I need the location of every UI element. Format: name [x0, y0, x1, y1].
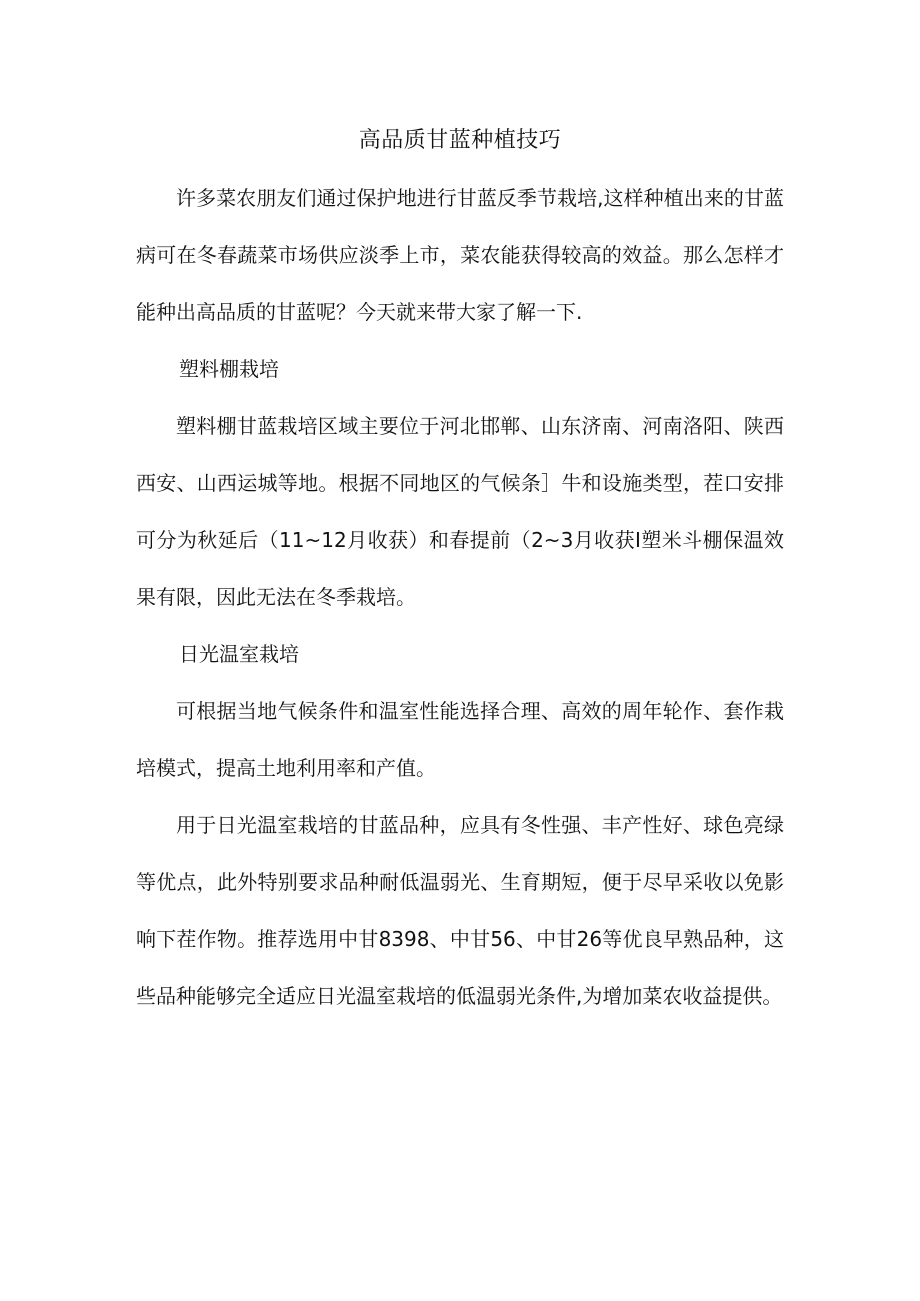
section-heading-plastic-shed: 塑料棚栽培 [179, 357, 279, 381]
plastic-shed-paragraph: 塑料棚甘蓝栽培区域主要位于河北邯郸、山东济南、河南洛阳、陕西西安、山西运城等地。根据不同地区的气候条］牛和设施类型，茬口安排可分为秋延后（11~12月收获）和春提前（2~3月收获I塑米斗棚保温效果有限，因此无法在冬季栽培。 [136, 414, 784, 609]
document-title: 高品质甘蓝种植技巧 [358, 128, 562, 153]
greenhouse-paragraph-2: 用于日光温室栽培的甘蓝品种，应具有冬性强、丰产性好、球色亮绿等优点，此外特别要求品种耐低温弱光、生育期短，便于尽早采收以免影响下茬作物。推荐选用中甘8398、中甘56、中甘26等优良早熟品种，这些品种能够完全适应日光温室栽培的低温弱光条件,为增加菜农收益提供。 [136, 813, 784, 1008]
greenhouse-paragraph-1: 可根据当地气候条件和温室性能选择合理、高效的周年轮作、套作栽培模式，提高土地利用率和产值。 [136, 699, 784, 780]
document-page [136, 118, 784, 1025]
intro-paragraph: 许多菜农朋友们通过保护地进行甘蓝反季节栽培,这样种植出来的甘蓝病可在冬春蔬菜市场供应淡季上市，菜农能获得较高的效益。那么怎样才能种出高品质的甘蓝呢？今天就来带大家了解一下. [136, 186, 784, 324]
section-heading-solar-greenhouse: 日光温室栽培 [179, 642, 299, 666]
